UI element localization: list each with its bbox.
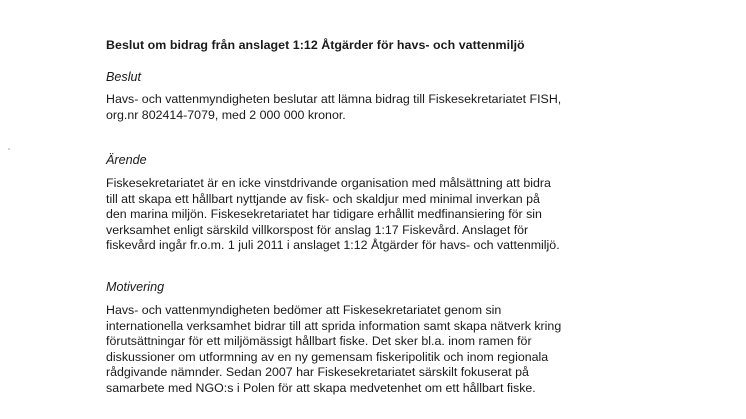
section-body-motivering: [106, 303, 561, 397]
text-line: Fiskesekretariatet är en icke vinstdrivande organisation med målsättning att bidra: [106, 176, 551, 190]
section-heading-motivering: Motivering: [106, 280, 165, 294]
document-title: Beslut om bidrag från anslaget 1:12 Åtgärder för havs- och vattenmiljö: [106, 38, 525, 52]
text-line: Havs- och vattenmyndigheten beslutar att lämna bidrag till Fiskesekretariatet FISH,: [106, 92, 562, 106]
text-line: förutsättningar för ett miljömässigt hållbart fiske. Det sker bl.a. inom ramen för: [106, 334, 532, 349]
section-body-arende: [106, 176, 560, 254]
text-line: internationella verksamhet bidrar till att sprida information samt skapa nätverk kring: [106, 318, 562, 333]
text-line: den marina miljön. Fiskesekretariatet har tidigare erhållit medfinansiering för sin: [106, 207, 542, 222]
text-line: samarbete med NGO:s i Polen för att skapa medvetenhet om ett hållbart fiske.: [106, 380, 536, 395]
text-line: Havs- och vattenmyndigheten bedömer att Fiskesekretariatet genom sin: [106, 303, 502, 317]
text-line: rådgivande nämnder. Sedan 2007 har Fiskesekretariatet särskilt fokuserat på: [106, 365, 529, 380]
text-line: verksamhet enligt särskild villkorspost för anslag 1:17 Fiskevård. Anslaget för: [106, 222, 529, 237]
section-heading-beslut: Beslut: [106, 70, 142, 84]
scan-speck: [8, 148, 10, 150]
section-heading-arende: Ärende: [106, 153, 147, 167]
text-line: diskussioner om utformning av en ny gemensam fiskeripolitik och inom regionala: [106, 349, 549, 364]
text-line: fiskevård ingår fr.o.m. 1 juli 2011 i anslaget 1:12 Åtgärder för havs- och vattenmiljö.: [106, 238, 560, 253]
text-line: till att skapa ett hållbart nyttjande av fisk- och skaldjur med minimal inverkan på: [106, 191, 540, 206]
text-line: org.nr 802414-7079, med 2 000 000 kronor.: [106, 107, 346, 122]
section-body-beslut: [106, 92, 561, 123]
